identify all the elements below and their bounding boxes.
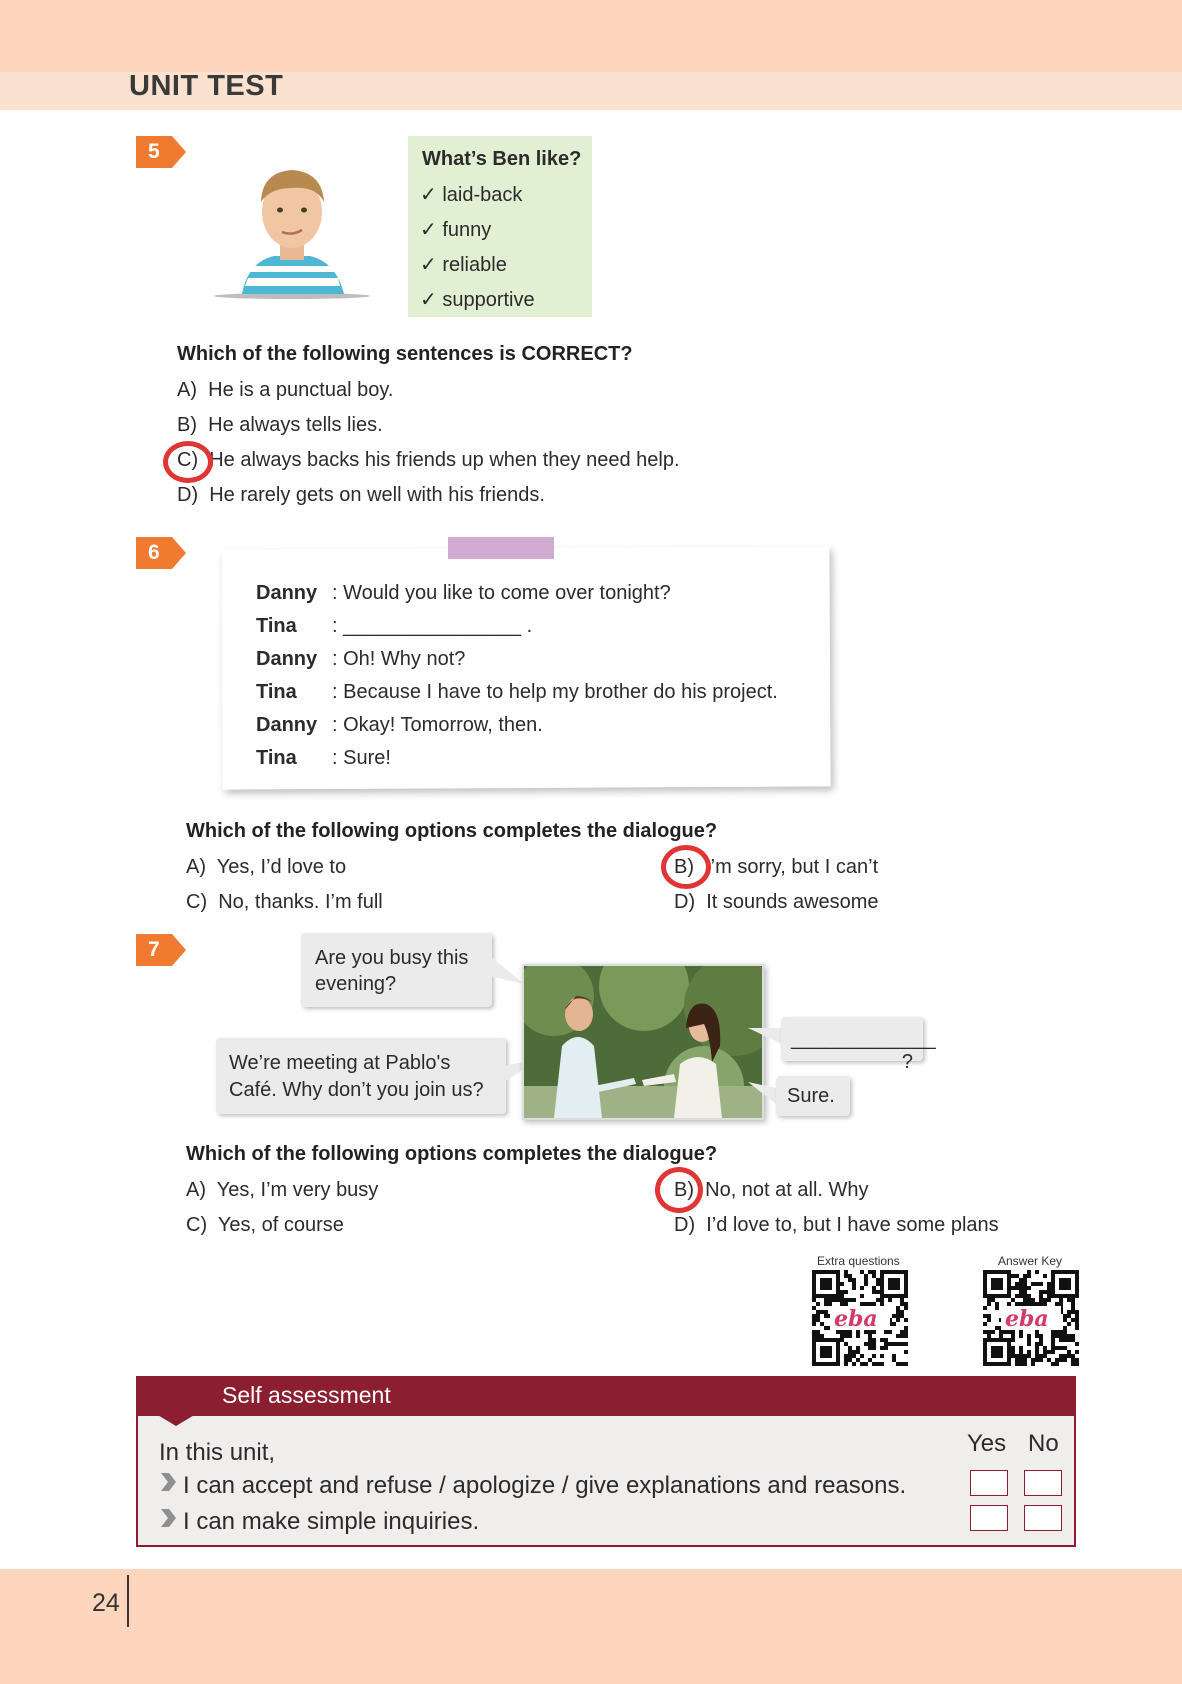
check-icon: ✓ (420, 184, 443, 206)
speech-bubble-blank: _____________ ? (781, 1017, 923, 1061)
header-band (0, 0, 1182, 72)
boy-photo (212, 150, 372, 300)
check-icon: ✓ (420, 219, 443, 241)
q7-option-b[interactable]: B) No, not at all. Why (674, 1179, 869, 1201)
chevron-right-icon (159, 1471, 177, 1498)
q6-option-d[interactable]: D) It sounds awesome (674, 891, 879, 913)
q5-option-c[interactable]: C) He always backs his friends up when they need help. (177, 449, 680, 471)
dialogue-line: Tina : ________________ . (256, 615, 533, 637)
footer-band (0, 1569, 1182, 1684)
qr-answer-label: Answer Key (998, 1254, 1063, 1268)
dialogue-line: Danny : Okay! Tomorrow, then. (256, 714, 543, 736)
no-checkbox[interactable] (1024, 1505, 1062, 1531)
speech-bubble-cafe: We’re meeting at Pablo's Café. Why don’t you join us? (216, 1038, 506, 1114)
dialogue-line: Tina : Sure! (256, 747, 391, 769)
q7-option-d[interactable]: D) I’d love to, but I have some plans (674, 1214, 999, 1236)
header-notch (156, 1414, 196, 1433)
dialogue-line: Danny : Oh! Why not? (256, 648, 466, 670)
answer-circle-q5 (163, 441, 213, 483)
trait-item: ✓ reliable (420, 254, 507, 276)
qr-code-answer[interactable]: eba (983, 1270, 1079, 1366)
dialogue-line: Danny : Would you like to come over tonight? (256, 582, 671, 604)
question-7-number: 7 (136, 934, 172, 966)
question-5-number: 5 (136, 136, 172, 168)
q5-option-a[interactable]: A) He is a punctual boy. (177, 379, 394, 401)
question-5-text: Which of the following sentences is CORRECT? (177, 343, 633, 365)
answer-circle-q6 (661, 845, 711, 889)
question-6-text: Which of the following options completes the dialogue? (186, 820, 718, 842)
speech-bubble-busy: Are you busy this evening? (301, 933, 492, 1007)
page-title: UNIT TEST (129, 70, 284, 102)
q7-option-a[interactable]: A) Yes, I’m very busy (186, 1179, 379, 1201)
trait-item: ✓ laid-back (420, 184, 523, 206)
qr-code-extra[interactable]: eba (812, 1270, 908, 1366)
bubble-tail (748, 1022, 784, 1057)
yes-header: Yes (967, 1430, 1007, 1457)
self-assessment-item: I can accept and refuse / apologize / give explanations and reasons. (183, 1472, 907, 1499)
answer-circle-q7 (655, 1167, 703, 1213)
bubble-tail (490, 950, 526, 995)
question-7-text: Which of the following options completes the dialogue? (186, 1143, 718, 1165)
chevron-right-icon (159, 1507, 177, 1534)
q6-option-c[interactable]: C) No, thanks. I’m full (186, 891, 383, 913)
dialogue-line: Tina : Because I have to help my brother do his project. (256, 681, 778, 703)
self-assessment-header: Self assessment (136, 1376, 1076, 1416)
speech-bubble-sure: Sure. (776, 1076, 850, 1116)
q6-option-b[interactable]: B) I’m sorry, but I can’t (674, 856, 879, 878)
check-icon: ✓ (420, 289, 443, 311)
yes-checkbox[interactable] (970, 1505, 1008, 1531)
page-number-divider (127, 1575, 129, 1627)
self-assessment-item: I can make simple inquiries. (183, 1508, 480, 1535)
qr-extra-label: Extra questions (817, 1254, 900, 1268)
q5-option-b[interactable]: B) He always tells lies. (177, 414, 383, 436)
question-6-number: 6 (136, 537, 172, 569)
trait-item: ✓ funny (420, 219, 492, 241)
check-icon: ✓ (420, 254, 443, 276)
yes-checkbox[interactable] (970, 1470, 1008, 1496)
q5-option-d[interactable]: D) He rarely gets on well with his friends. (177, 484, 545, 506)
ben-box-title: What’s Ben like? (422, 148, 582, 170)
paper-tape (448, 537, 554, 559)
q7-option-c[interactable]: C) Yes, of course (186, 1214, 344, 1236)
bubble-tail (748, 1082, 778, 1117)
trait-item: ✓ supportive (420, 289, 535, 311)
ben-traits-box (408, 136, 592, 317)
no-checkbox[interactable] (1024, 1470, 1062, 1496)
no-header: No (1028, 1430, 1059, 1457)
page-number: 24 (92, 1589, 120, 1617)
couple-photo (522, 964, 764, 1120)
q6-option-a[interactable]: A) Yes, I’d love to (186, 856, 347, 878)
self-assessment-intro: In this unit, (159, 1439, 276, 1466)
